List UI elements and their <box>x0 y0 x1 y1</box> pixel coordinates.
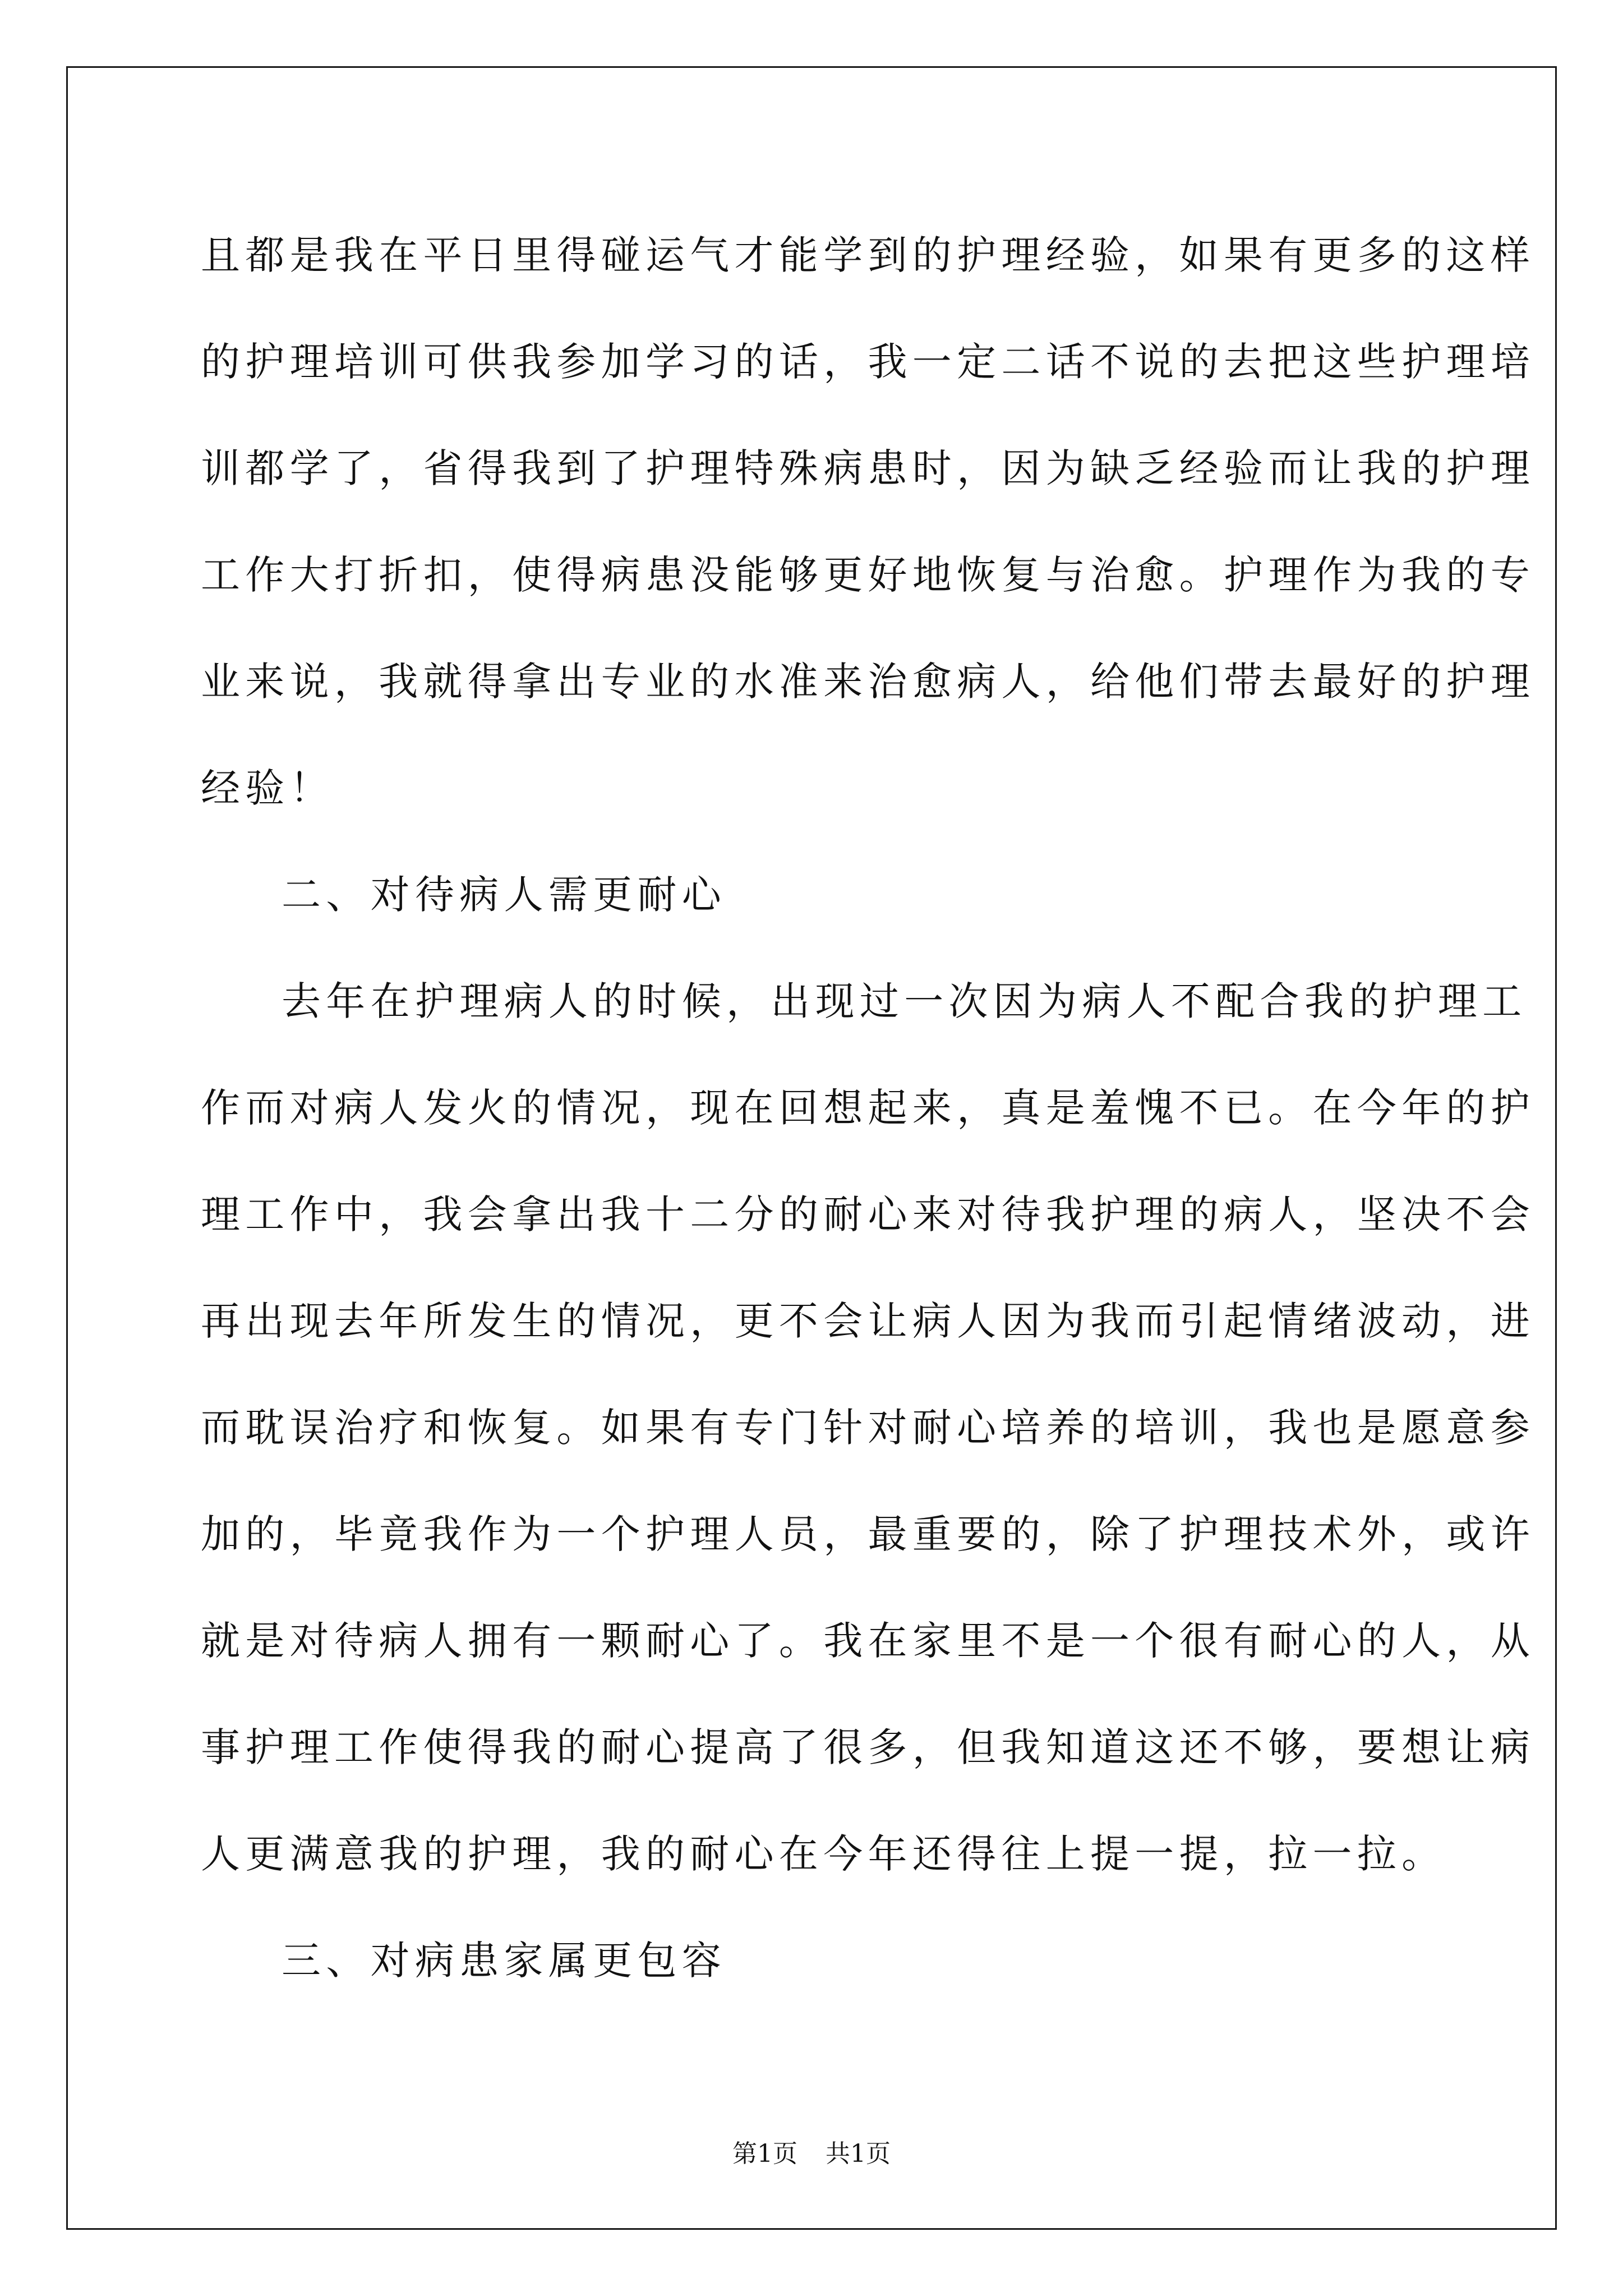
text-line: 且都是我在平日里得碰运气才能学到的护理经验，如果有更多的这样 <box>201 232 1535 278</box>
text-line: 就是对待病人拥有一颗耐心了。我在家里不是一个很有耐心的人，从 <box>201 1618 1535 1664</box>
page-number: 第1页 <box>732 2139 797 2168</box>
text-line: 再出现去年所发生的情况，更不会让病人因为我而引起情绪波动，进 <box>201 1298 1535 1344</box>
page-footer <box>0 2137 1623 2171</box>
document-body <box>201 219 1535 2031</box>
page-total: 共1页 <box>826 2139 891 2168</box>
section-heading: 三、对病患家属更包容 <box>282 1938 726 1984</box>
text-line: 去年在护理病人的时候，出现过一次因为病人不配合我的护理工 <box>282 978 1527 1024</box>
text-line: 训都学了，省得我到了护理特殊病患时，因为缺乏经验而让我的护理 <box>201 445 1535 491</box>
text-line: 加的，毕竟我作为一个护理人员，最重要的，除了护理技术外，或许 <box>201 1511 1535 1557</box>
text-line: 经验！ <box>201 765 334 811</box>
text-line: 人更满意我的护理，我的耐心在今年还得往上提一提，拉一拉。 <box>201 1831 1446 1877</box>
section-heading: 二、对待病人需更耐心 <box>282 872 726 918</box>
text-line: 作而对病人发火的情况，现在回想起来，真是羞愧不已。在今年的护 <box>201 1085 1535 1131</box>
text-line: 工作大打折扣，使得病患没能够更好地恢复与治愈。护理作为我的专 <box>201 552 1535 598</box>
text-line: 的护理培训可供我参加学习的话，我一定二话不说的去把这些护理培 <box>201 339 1535 385</box>
text-line: 理工作中，我会拿出我十二分的耐心来对待我护理的病人，坚决不会 <box>201 1191 1535 1237</box>
text-line: 而耽误治疗和恢复。如果有专门针对耐心培养的培训，我也是愿意参 <box>201 1405 1535 1451</box>
text-line: 业来说，我就得拿出专业的水准来治愈病人，给他们带去最好的护理 <box>201 659 1535 705</box>
text-line: 事护理工作使得我的耐心提高了很多，但我知道这还不够，要想让病 <box>201 1724 1535 1770</box>
